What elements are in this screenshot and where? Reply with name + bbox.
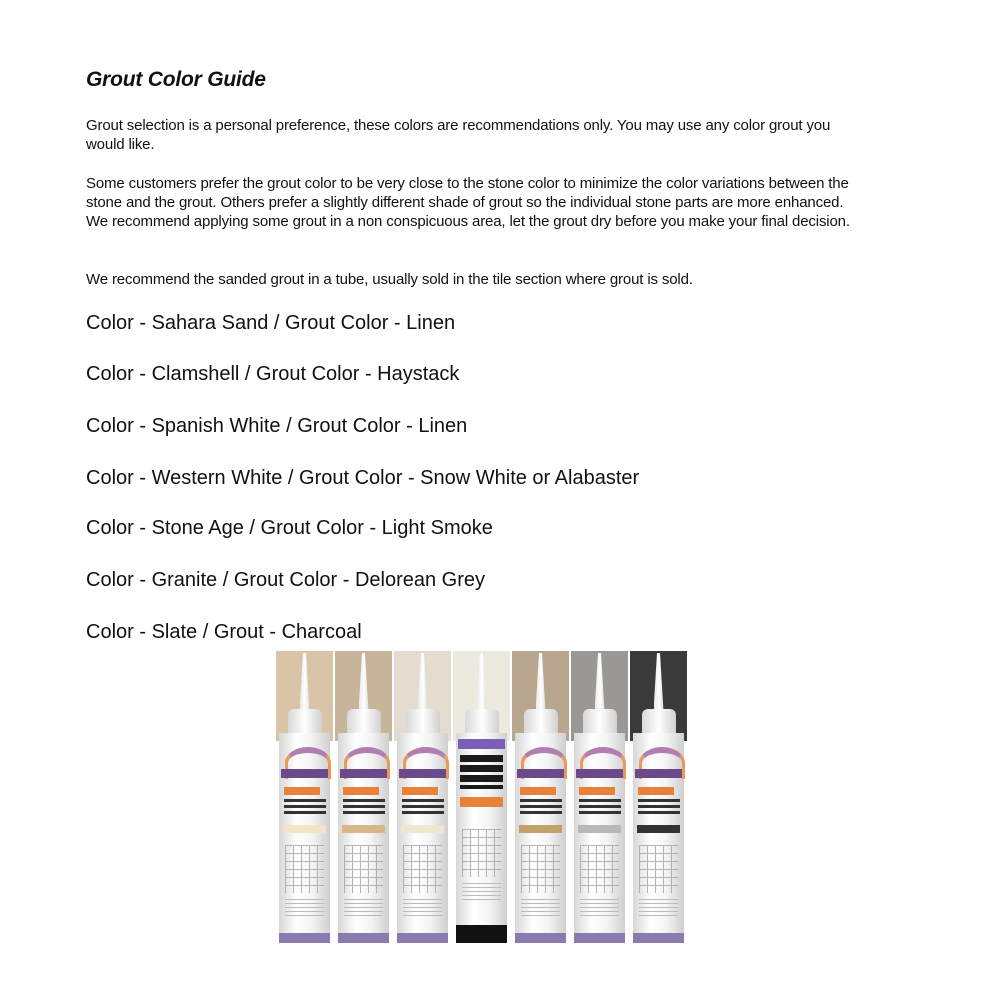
tube-body	[633, 733, 684, 943]
color-band	[519, 825, 562, 833]
label-grid	[403, 845, 442, 893]
label-foot	[456, 925, 507, 943]
caulk-tube-icon	[630, 651, 687, 943]
label-accent	[520, 787, 556, 795]
brand-strip	[399, 769, 446, 778]
brand-strip	[517, 769, 564, 778]
tube-cap-icon	[524, 709, 558, 735]
caulk-tubes-image	[276, 651, 687, 943]
color-band	[637, 825, 680, 833]
label-foot	[279, 933, 330, 943]
brand-strip	[458, 739, 505, 749]
fine-print	[344, 899, 383, 919]
tube-cap-icon	[642, 709, 676, 735]
tube-body	[574, 733, 625, 943]
tube-cap-icon	[406, 709, 440, 735]
label-grid	[521, 845, 560, 893]
caulk-tube-icon	[276, 651, 335, 943]
label-grid	[462, 829, 501, 877]
caulk-tube-icon	[512, 651, 571, 943]
label-text-lines	[520, 799, 562, 817]
label-foot	[397, 933, 448, 943]
advice-paragraph: Some customers prefer the grout color to be very close to the stone color to minimize the color variations between the stone and the grout. Others prefer a slightly different shade of grout so the individual stone parts are more enhanced. We recommend applying some grout in a non conspicuous area, let the grout dry before you make your final decision.	[86, 175, 850, 230]
label-foot	[574, 933, 625, 943]
tube-cap-icon	[288, 709, 322, 735]
color-band	[460, 797, 503, 807]
color-pair-line: Color - Western White / Grout Color - Snow White or Alabaster	[86, 467, 640, 489]
tube-body	[397, 733, 448, 943]
color-pair-line: Color - Slate / Grout - Charcoal	[86, 621, 362, 643]
tube-body	[338, 733, 389, 943]
color-band	[342, 825, 385, 833]
label-text-lines	[343, 799, 385, 817]
brand-strip	[576, 769, 623, 778]
caulk-tube-icon	[394, 651, 453, 943]
label-grid	[344, 845, 383, 893]
label-accent	[402, 787, 438, 795]
page-title: Grout Color Guide	[86, 68, 266, 91]
fine-print	[521, 899, 560, 919]
fine-print	[462, 883, 501, 903]
label-foot	[515, 933, 566, 943]
label-foot	[338, 933, 389, 943]
color-pair-line: Color - Sahara Sand / Grout Color - Linen	[86, 312, 456, 334]
caulk-tube-icon	[571, 651, 630, 943]
brand-strip	[340, 769, 387, 778]
tube-body	[456, 733, 507, 943]
fine-print	[285, 899, 324, 919]
label-text-lines	[579, 799, 621, 817]
intro-paragraph: Grout selection is a personal preference, these colors are recommendations only. You may use any color grout you would like.	[86, 117, 831, 153]
recommendation-paragraph: We recommend the sanded grout in a tube, usually sold in the tile section where grout is sold.	[86, 271, 693, 288]
label-grid	[639, 845, 678, 893]
tube-body	[515, 733, 566, 943]
label-text-lines	[284, 799, 326, 817]
label-grid	[285, 845, 324, 893]
color-pair-line: Color - Stone Age / Grout Color - Light Smoke	[86, 517, 493, 539]
color-band	[401, 825, 444, 833]
fine-print	[580, 899, 619, 919]
label-accent	[343, 787, 379, 795]
caulk-tube-icon	[453, 651, 512, 943]
color-pair-line: Color - Clamshell / Grout Color - Haystack	[86, 363, 460, 385]
fine-print	[639, 899, 678, 919]
color-pair-line: Color - Granite / Grout Color - Delorean Grey	[86, 569, 486, 591]
label-text-lines	[638, 799, 680, 817]
color-pair-line: Color - Spanish White / Grout Color - Linen	[86, 415, 468, 437]
brand-strip	[635, 769, 682, 778]
caulk-tube-icon	[335, 651, 394, 943]
tube-cap-icon	[465, 709, 499, 735]
brand-strip	[281, 769, 328, 778]
color-band	[578, 825, 621, 833]
label-accent	[638, 787, 674, 795]
label-accent	[579, 787, 615, 795]
label-foot	[633, 933, 684, 943]
label-grid	[580, 845, 619, 893]
color-band	[283, 825, 326, 833]
label-accent	[284, 787, 320, 795]
tube-cap-icon	[583, 709, 617, 735]
tube-cap-icon	[347, 709, 381, 735]
fine-print	[403, 899, 442, 919]
tube-body	[279, 733, 330, 943]
label-text-lines	[460, 755, 503, 789]
label-text-lines	[402, 799, 444, 817]
